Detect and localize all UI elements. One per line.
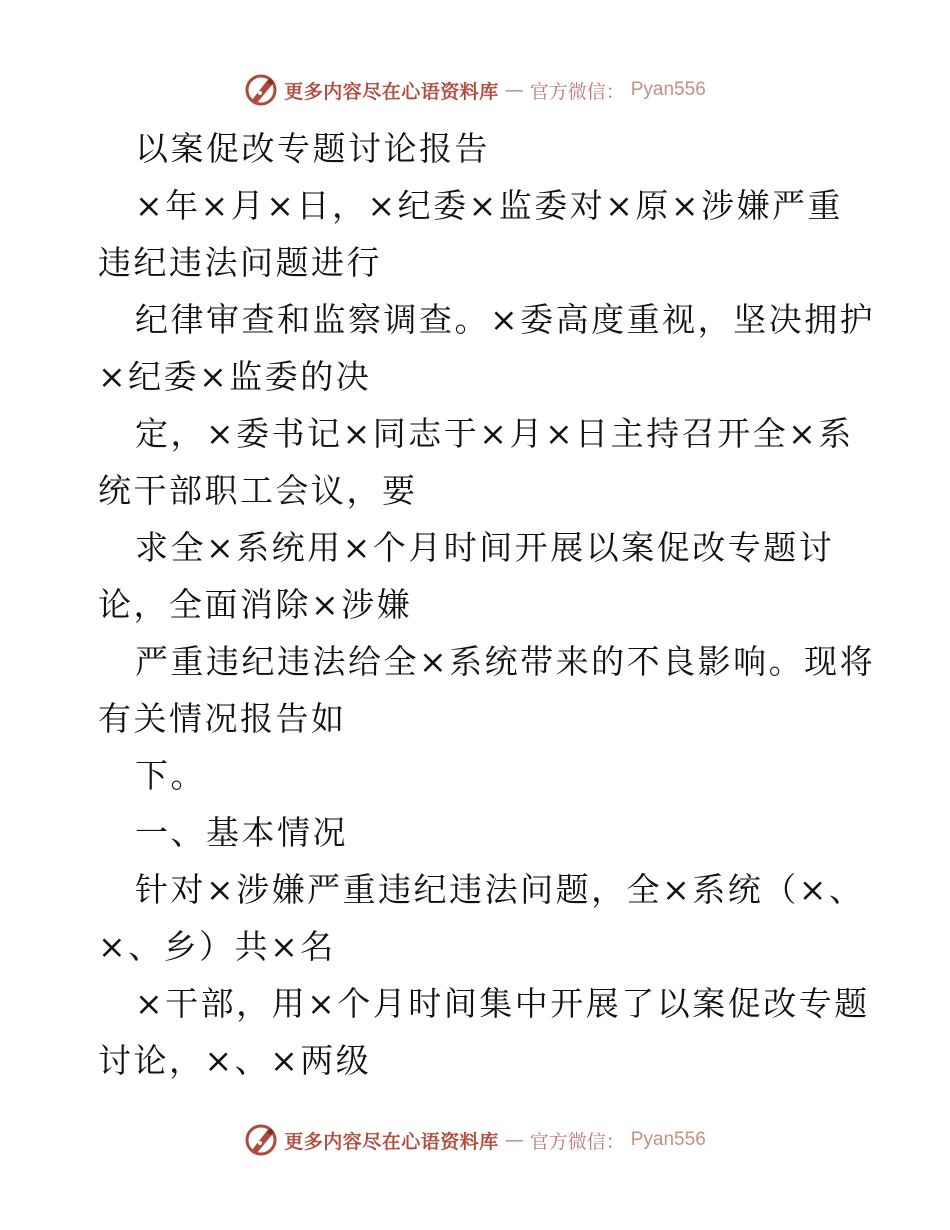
paragraph-line: 有关情况报告如 [98, 699, 347, 738]
paragraph-line: 求全×系统用×个月时间开展以案促改专题讨 [135, 528, 835, 567]
watermark-text: 更多内容尽在心语资料库 [284, 80, 499, 103]
paragraph-line: 定，×委书记×同志于×月×日主持召开全×系 [135, 414, 854, 453]
watermark-banner-top [0, 70, 950, 110]
pen-nib-logo-icon [244, 73, 278, 107]
section-heading: 一、基本情况 [135, 813, 348, 852]
paragraph-line: ×年×月×日，×纪委×监委对×原×涉嫌严重 [135, 186, 844, 225]
pen-nib-logo-icon [244, 1123, 278, 1157]
paragraph-line: 统干部职工会议，要 [98, 471, 418, 510]
watermark-separator: — [504, 1129, 524, 1151]
watermark-text: 更多内容尽在心语资料库 [284, 1130, 499, 1153]
paragraph-line: 违纪违法问题进行 [98, 243, 382, 282]
paragraph-line: 针对×涉嫌严重违纪违法问题，全×系统（×、 [135, 870, 865, 909]
paragraph-line: 讨论，×、×两级 [98, 1041, 372, 1080]
document-body [98, 120, 876, 1089]
paragraph-line: 纪律审查和监察调查。×委高度重视，坚决拥护 [135, 300, 876, 339]
paragraph-line: 严重违纪违法给全×系统带来的不良影响。现将 [135, 642, 876, 681]
watermark-contact-id: Pyan556 [630, 79, 706, 100]
paragraph-line: ×、乡）共×名 [98, 927, 336, 966]
watermark-separator: — [504, 79, 524, 101]
watermark-contact-label: 官方微信： [529, 80, 625, 103]
paragraph-line: ×纪委×监委的决 [98, 357, 372, 396]
paragraph-line: 下。 [135, 756, 206, 795]
paragraph-line: 论，全面消除×涉嫌 [98, 585, 413, 624]
watermark-contact-id: Pyan556 [630, 1129, 706, 1150]
paragraph-line: ×干部，用×个月时间集中开展了以案促改专题 [135, 984, 870, 1023]
document-title: 以案促改专题讨论报告 [135, 129, 490, 168]
watermark-banner-bottom [0, 1120, 950, 1160]
watermark-contact-label: 官方微信： [529, 1130, 625, 1153]
